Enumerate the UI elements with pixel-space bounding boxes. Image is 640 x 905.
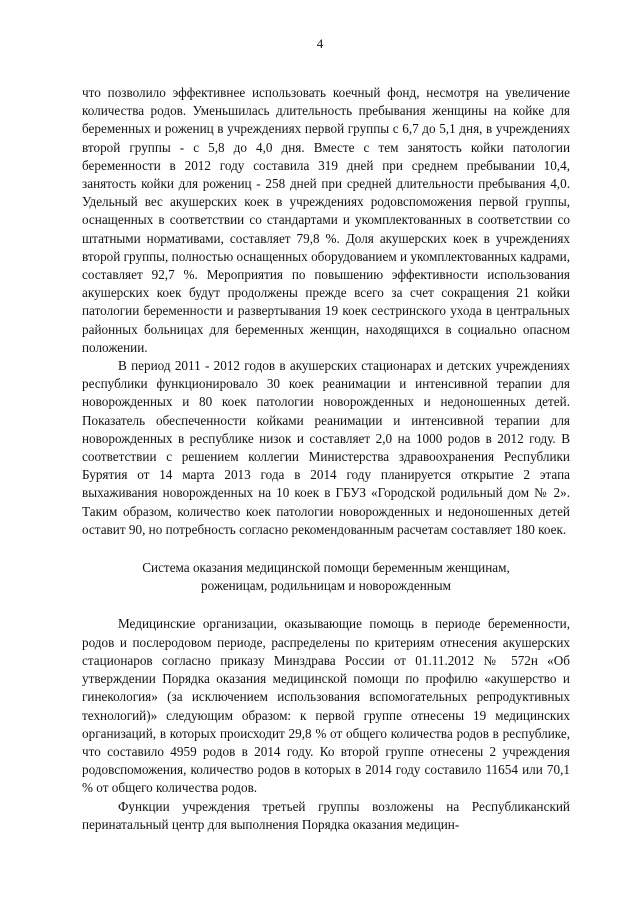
section-heading-line-2: роженицам, родильницам и новорожденным (200, 578, 452, 594)
paragraph-medical-organizations: Медицинские организации, оказывающие помощь в периоде беременности, родов и послеродовом периоде, распределены по критериям отнесения акушерских стационаров согласно приказу Минздрава России от 01.11.2012 № 572н «Об утверждении Порядка оказания медицинской помощи по профилю «акушерство и гинекология» (за исключением использования вспомогательных репродуктивных технологий)» следующим образом: к первой группе отнесены 19 медицинских организаций, в которых происходит 29,8 % от общего количества родов в республике, что составило 4959 родов в 2014 году. Ко второй группе отнесены 2 учреждения родовспоможения, количество родов в которых в 2014 году составило 11654 или 70,1 % от общего количества родов. (82, 616, 570, 796)
section-heading (82, 559, 570, 595)
paragraph-third-group: Функции учреждения третьей группы возложены на Республиканский перинатальный центр для выполнения Порядка оказания медицин- (82, 798, 570, 832)
document-body (82, 84, 570, 834)
section-heading-line-1: Система оказания медицинской помощи беременным женщинам, (142, 560, 510, 576)
paragraph-bed-fund: что позволило эффективнее использовать коечный фонд, несмотря на увеличение количества родов. Уменьшилась длительность пребывания женщины на койке для беременных и рожениц в учреждениях первой группы с 6,7 до 5,1 дня, в учреждениях второй группы - с 5,8 до 4,0 дня. Вместе с тем занятость койки патологии беременности в 2012 году составила 319 дней при среднем пребывании 10,4, занятость койки для рожениц - 258 дней при средней длительности пребывания 4,0. Удельный вес акушерских коек в учреждениях родовспоможения первой группы, оснащенных в соответствии со стандартами и укомплектованных в соответствии со штатными нормативами, составляет 79,8 %. Доля акушерских коек в учреждениях второй группы, полностью оснащенных оборудованием и укомплектованных кадрами, составляет 92,7 %. Мероприятия по повышению эффективности использования акушерских коек будут продолжены прежде всего за счет сокращения 21 койки патологии беременности и развертывания 19 коек сестринского ухода в центральных районных больницах для беременных женщин, находящихся в социально опасном положении. (82, 85, 570, 355)
paragraph-neonatal-beds: В период 2011 - 2012 годов в акушерских стационарах и детских учреждениях республики функционировало 30 коек реанимации и интенсивной терапии для новорожденных и 80 коек патологии новорожденных и недоношенных детей. Показатель обеспеченности койками реанимации и интенсивной терапии для новорожденных в республике низок и составляет 2,0 на 1000 родов в 2012 году. В соответствии с решением коллегии Министерства здравоохранения Республики Бурятия от 14 марта 2013 года в 2014 году планируется открытие 2 этапа выхаживания новорожденных на 10 коек в ГБУЗ «Городской родильный дом № 2». Таким образом, количество коек патологии новорожденных и недоношенных детей оставит 90, но потребность согласно рекомендованным расчетам составляет 180 коек. (82, 358, 570, 537)
page-number: 4 (316, 36, 324, 51)
